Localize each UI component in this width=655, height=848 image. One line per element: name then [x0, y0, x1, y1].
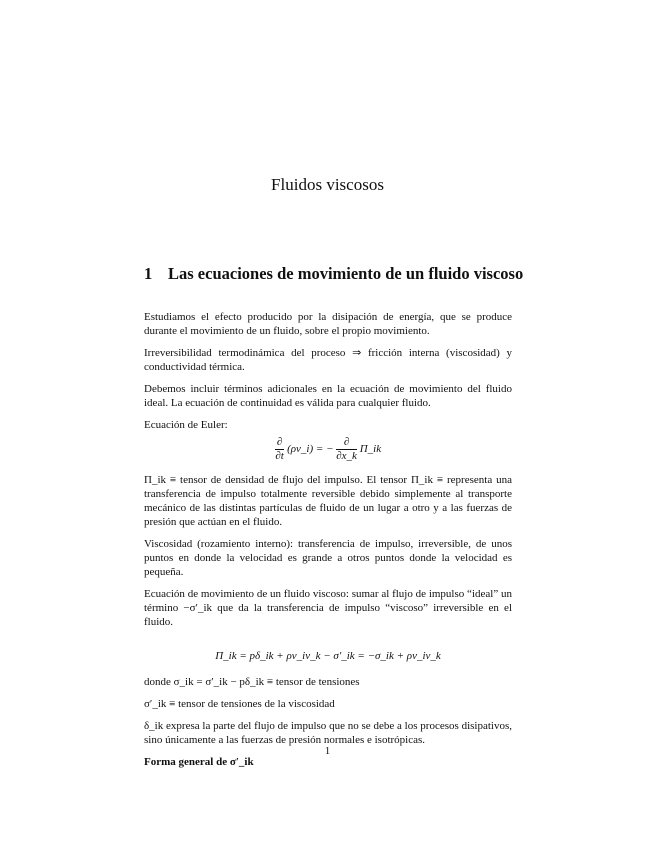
stress-equation: Π_ik = pδ_ik + ρv_iv_k − σ′_ik = −σ_ik + ρv_iv_k — [215, 650, 441, 662]
fraction — [275, 436, 284, 463]
document-title: Fluidos viscosos — [271, 175, 384, 194]
paragraph: Viscosidad (rozamiento interno): transferencia de impulso, irreversible, de unos puntos en donde la velocidad es grande a otros puntos donde la velocidad es pequeña. — [144, 538, 512, 578]
paragraph: Π_ik ≡ tensor de densidad de flujo del impulso. El tensor Π_ik ≡ representa una transferencia de impulso totalmente reversible debido simplemente al transporte mecánico de las distintas partículas de fluido de un lugar a otro y a las fuerzas de presión que actúan en el fluido. — [144, 474, 512, 528]
subheading: Forma general de σ′_ik — [144, 756, 254, 768]
page-number: 1 — [324, 745, 331, 757]
section-heading — [144, 262, 524, 285]
fraction-numerator: ∂ — [276, 436, 283, 448]
paragraph: Ecuación de movimiento de un fluido viscoso: sumar al flujo de impulso “ideal” un término −σ′_ik que da la transferencia de impulso “viscoso” irreversible en el fluido. — [144, 588, 512, 628]
fraction-numerator: ∂ — [336, 436, 357, 450]
euler-equation — [144, 436, 512, 463]
paragraph: Irreversibilidad termodinámica del proceso ⇒ fricción interna (viscosidad) y conductividad térmica. — [144, 347, 512, 373]
paragraph: Estudiamos el efecto producido por la disipación de energía, que se produce durante el movimiento de un fluido, sobre el propio movimiento. — [144, 311, 512, 337]
paragraph: σ′_ik ≡ tensor de tensiones de la viscosidad — [144, 698, 335, 710]
section-heading-text: Las ecuaciones de movimiento de un fluido viscoso — [168, 264, 524, 283]
section-number: 1 — [144, 264, 153, 283]
fraction-denominator: ∂x_k — [336, 450, 357, 462]
paragraph: δ_ik expresa la parte del flujo de impulso que no se debe a los procesos disipativos, sino únicamente a las fuerzas de presión normales e isotrópicas. — [144, 720, 512, 746]
paragraph: Ecuación de Euler: — [144, 419, 228, 431]
fraction — [336, 436, 357, 463]
paragraph: donde σ_ik = σ′_ik − pδ_ik ≡ tensor de tensiones — [144, 676, 360, 688]
fraction-denominator: ∂t — [275, 450, 284, 462]
equation-text: (ρv_i) = − — [287, 443, 334, 456]
equation-text: Π_ik — [359, 443, 382, 456]
body-text — [144, 310, 512, 777]
paragraph: Debemos incluir términos adicionales en la ecuación de movimiento del fluido ideal. La ecuación de continuidad es válida para cualquier fluido. — [144, 383, 512, 409]
